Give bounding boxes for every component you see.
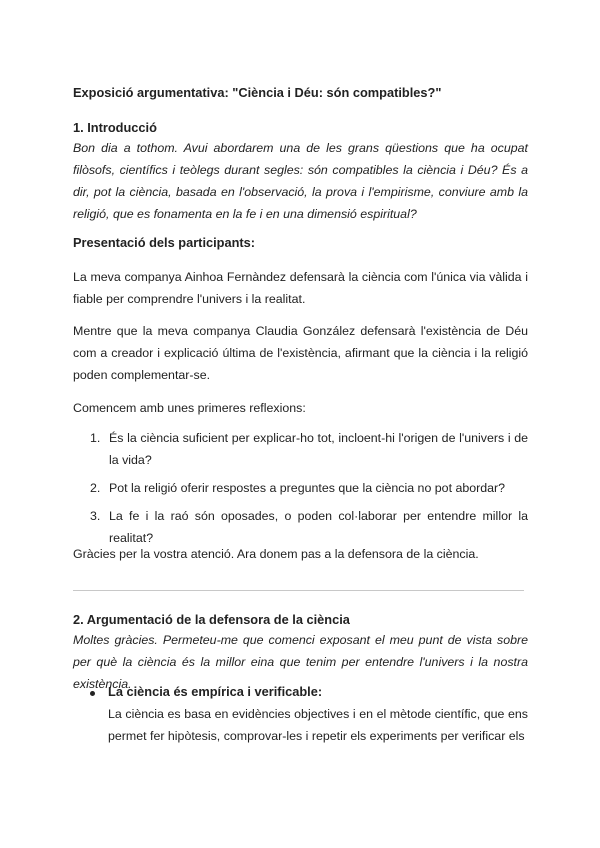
horizontal-divider	[73, 590, 524, 591]
reflections-intro: Comencem amb unes primeres reflexions:	[73, 401, 306, 415]
participants-heading: Presentació dels participants:	[73, 235, 256, 250]
section-2-intro: Moltes gràcies. Permeteu-me que comenci exposant el meu punt de vista sobre per què la ciència és la millor eina que tenim per entendre l'univers i la nostra existència.	[73, 633, 528, 691]
list-item-text: La fe i la raó són oposades, o poden col·laborar per entendre millor la realitat?	[109, 509, 528, 545]
bullet-paragraph: La ciència es basa en evidències objectives i en el mètode científic, que ens permet fer hipòtesis, comprovar-les i repetir els experiments per verificar els	[108, 707, 528, 743]
list-item	[73, 477, 528, 499]
list-item-text: És la ciència suficient per explicar-ho tot, incloent-hi l'origen de l'univers i de la vida?	[109, 431, 528, 467]
section-2-heading: 2. Argumentació de la defensora de la ciència	[73, 612, 350, 627]
bullet-dot-icon	[90, 691, 95, 696]
list-item-number: 3.	[90, 509, 101, 523]
closing-paragraph: Gràcies per la vostra atenció. Ara donem pas a la defensora de la ciència.	[73, 547, 479, 561]
list-item-text: Pot la religió oferir respostes a preguntes que la ciència no pot abordar?	[109, 481, 506, 495]
list-item-number: 1.	[90, 431, 101, 445]
section-1-intro: Bon dia a tothom. Avui abordarem una de les grans qüestions que ha ocupat filòsofs, científics i teòlegs durant segles: són compatibles la ciència i Déu? És a dir, pot la ciència, basada en l'observació, la prova i l'empirisme, conviure amb la religió, que es fonamenta en la fe i en una dimensió espiritual?	[73, 141, 528, 221]
participant-2-paragraph: Mentre que la meva companya Claudia González defensarà l'existència de Déu com a creador i explicació última de l'existència, afirmant que la ciència i la religió poden complementar-se.	[73, 324, 528, 382]
document-title: Exposició argumentativa: "Ciència i Déu: són compatibles?"	[73, 85, 442, 100]
section-1-heading: 1. Introducció	[73, 120, 157, 135]
list-item-number: 2.	[90, 481, 101, 495]
list-item	[73, 427, 528, 471]
reflections-list	[73, 427, 528, 555]
bullet-title: La ciència és empírica i verificable:	[108, 684, 323, 699]
bullet-item	[90, 684, 528, 747]
participant-1-paragraph: La meva companya Ainhoa Fernàndez defensarà la ciència com l'única via vàlida i fiable per comprendre l'univers i la realitat.	[73, 270, 528, 306]
